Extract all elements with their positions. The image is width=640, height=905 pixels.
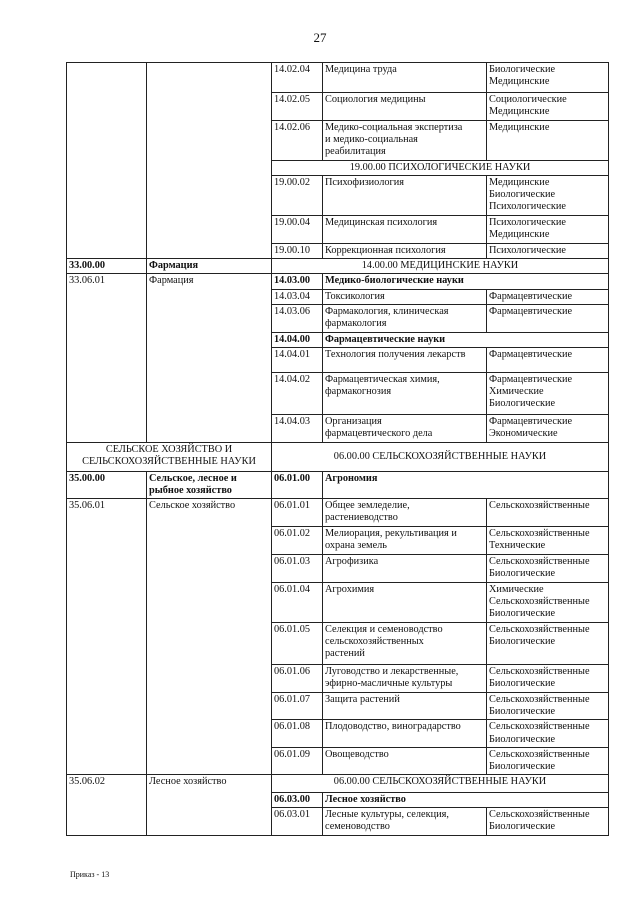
spec-name: Токсикология — [323, 289, 487, 304]
subgroup-name: Агрономия — [323, 471, 609, 498]
spec-code: 06.01.03 — [272, 555, 323, 583]
spec-code: 06.03.01 — [272, 808, 323, 836]
science-branch: Психологические Медицинские — [487, 216, 609, 244]
subgroup-name: Медико-биологические науки — [323, 274, 609, 289]
science-branch: Медицинские Биологические Психологические — [487, 176, 609, 216]
spec-name: Лесные культуры, селекция, семеноводство — [323, 808, 487, 836]
spec-code: 19.00.10 — [272, 244, 323, 259]
spec-code: 06.01.07 — [272, 693, 323, 720]
spec-code: 06.01.09 — [272, 747, 323, 774]
spec-name: Технология получения лекарств — [323, 347, 487, 372]
program-code: 35.06.02 — [67, 774, 147, 835]
spec-name: Мелиорация, рекультивация и охрана земель — [323, 527, 487, 555]
group-header: 06.00.00 СЕЛЬСКОХОЗЯЙСТВЕННЫЕ НАУКИ — [272, 774, 609, 792]
spec-code: 06.01.05 — [272, 623, 323, 665]
specialties-table — [66, 62, 609, 836]
science-branch: Химические Сельскохозяйственные Биологические — [487, 583, 609, 623]
science-branch: Фармацевтические Экономические — [487, 414, 609, 442]
group-header-row — [67, 774, 609, 792]
section-title: СЕЛЬСКОЕ ХОЗЯЙСТВО И СЕЛЬСКОХОЗЯЙСТВЕННЫЕ НАУКИ — [67, 442, 272, 471]
spec-name: Организация фармацевтического дела — [323, 414, 487, 442]
spec-code: 06.01.08 — [272, 720, 323, 747]
spec-code: 19.00.02 — [272, 176, 323, 216]
page-number: 27 — [313, 30, 327, 45]
science-branch: Медицинские — [487, 121, 609, 161]
spec-code: 14.02.04 — [272, 63, 323, 93]
left-name-cell — [147, 63, 272, 259]
spec-name: Селекция и семеноводство сельскохозяйственных растений — [323, 623, 487, 665]
table-row — [67, 499, 609, 527]
program-name: Лесное хозяйство — [147, 774, 272, 835]
spec-code: 06.01.02 — [272, 527, 323, 555]
area-header-row — [67, 259, 609, 274]
spec-name: Медико-социальная экспертиза и медико-социальная реабилитация — [323, 121, 487, 161]
science-branch: Фармацевтические — [487, 289, 609, 304]
science-branch: Сельскохозяйственные Биологические — [487, 693, 609, 720]
area-name: Сельское, лесное и рыбное хозяйство — [147, 471, 272, 498]
spec-code: 14.04.01 — [272, 347, 323, 372]
program-code: 33.06.01 — [67, 274, 147, 442]
subgroup-code: 06.01.00 — [272, 471, 323, 498]
area-header-row — [67, 471, 609, 498]
subgroup-name: Фармацевтические науки — [323, 332, 609, 347]
subgroup-name: Лесное хозяйство — [323, 792, 609, 807]
science-branch: Сельскохозяйственные — [487, 499, 609, 527]
science-branch: Социологические Медицинские — [487, 93, 609, 121]
spec-name: Агрофизика — [323, 555, 487, 583]
spec-code: 14.03.04 — [272, 289, 323, 304]
science-branch: Сельскохозяйственные Биологические — [487, 747, 609, 774]
science-branch: Фармацевтические — [487, 347, 609, 372]
group-header: 19.00.00 ПСИХОЛОГИЧЕСКИЕ НАУКИ — [272, 161, 609, 176]
spec-code: 06.01.04 — [272, 583, 323, 623]
area-code: 35.00.00 — [67, 471, 147, 498]
spec-code: 14.02.06 — [272, 121, 323, 161]
spec-name: Плодоводство, виноградарство — [323, 720, 487, 747]
spec-name: Агрохимия — [323, 583, 487, 623]
science-branch: Фармацевтические — [487, 304, 609, 332]
science-branch: Сельскохозяйственные Биологические — [487, 555, 609, 583]
spec-name: Медицинская психология — [323, 216, 487, 244]
program-name: Сельское хозяйство — [147, 499, 272, 775]
section-header-row — [67, 442, 609, 471]
spec-code: 14.02.05 — [272, 93, 323, 121]
science-branch: Фармацевтические Химические Биологические — [487, 372, 609, 414]
subgroup-code: 14.03.00 — [272, 274, 323, 289]
program-name: Фармация — [147, 274, 272, 442]
science-branch: Сельскохозяйственные Биологические — [487, 623, 609, 665]
spec-code: 06.01.06 — [272, 665, 323, 693]
table-row — [67, 63, 609, 93]
spec-name: Защита растений — [323, 693, 487, 720]
area-name: Фармация — [147, 259, 272, 274]
spec-name: Общее земледелие, растениеводство — [323, 499, 487, 527]
spec-code: 19.00.04 — [272, 216, 323, 244]
spec-name: Медицина труда — [323, 63, 487, 93]
spec-name: Луговодство и лекарственные, эфирно-масличные культуры — [323, 665, 487, 693]
footer-note: Приказ - 13 — [70, 870, 110, 879]
spec-code: 06.01.01 — [272, 499, 323, 527]
science-branch: Сельскохозяйственные Технические — [487, 527, 609, 555]
subgroup-row — [67, 274, 609, 289]
spec-code: 14.04.03 — [272, 414, 323, 442]
left-code-cell — [67, 63, 147, 259]
spec-code: 14.04.02 — [272, 372, 323, 414]
spec-name: Социология медицины — [323, 93, 487, 121]
spec-name: Фармацевтическая химия, фармакогнозия — [323, 372, 487, 414]
science-branch: Сельскохозяйственные Биологические — [487, 720, 609, 747]
science-branch: Биологические Медицинские — [487, 63, 609, 93]
science-branch: Сельскохозяйственные Биологические — [487, 665, 609, 693]
spec-name: Психофизиология — [323, 176, 487, 216]
spec-name: Коррекционная психология — [323, 244, 487, 259]
science-branch: Сельскохозяйственные Биологические — [487, 808, 609, 836]
program-code: 35.06.01 — [67, 499, 147, 775]
science-branch: Психологические — [487, 244, 609, 259]
spec-code: 14.03.06 — [272, 304, 323, 332]
group-header: 06.00.00 СЕЛЬСКОХОЗЯЙСТВЕННЫЕ НАУКИ — [272, 442, 609, 471]
subgroup-code: 14.04.00 — [272, 332, 323, 347]
spec-name: Фармакология, клиническая фармакология — [323, 304, 487, 332]
spec-name: Овощеводство — [323, 747, 487, 774]
subgroup-code: 06.03.00 — [272, 792, 323, 807]
area-code: 33.00.00 — [67, 259, 147, 274]
group-header: 14.00.00 МЕДИЦИНСКИЕ НАУКИ — [272, 259, 609, 274]
